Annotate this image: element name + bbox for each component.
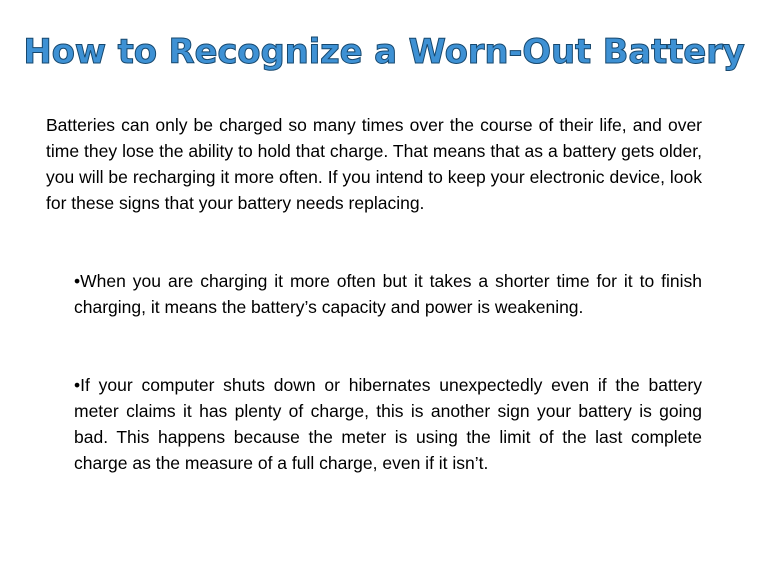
bullet-point-shutdown: •If your computer shuts down or hibernates unexpectedly even if the battery meter claims it has plenty of charge, this is another sign your battery is going bad. This happens because the meter is using the limit of the last complete charge as the measure of a full charge, even if it isn’t.	[74, 375, 702, 473]
slide-title: How to Recognize a Worn-Out Battery	[23, 32, 745, 72]
bullet-point-charging: •When you are charging it more often but it takes a shorter time for it to finish charging, it means the battery’s capacity and power is weakening.	[74, 271, 702, 317]
intro-paragraph: Batteries can only be charged so many times over the course of their life, and over time they lose the ability to hold that charge. That means that as a battery gets older, you will be recharging it more often. If you intend to keep your electronic device, look for these signs that your battery needs replacing.	[46, 115, 702, 213]
